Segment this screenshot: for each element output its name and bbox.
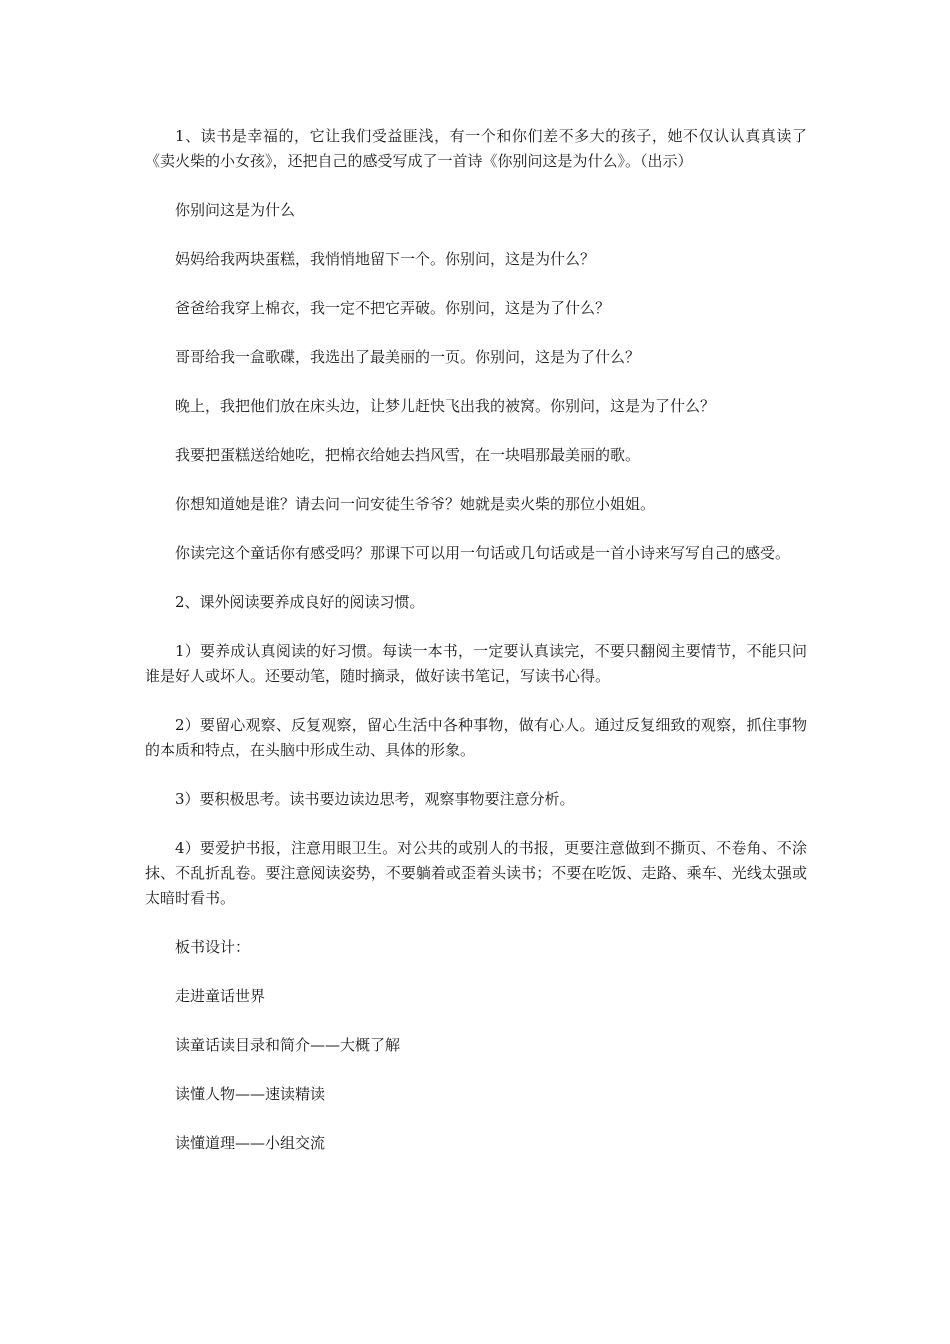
habit-item-1: 1）要养成认真阅读的好习惯。每读一本书，一定要认真读完，不要只翻阅主要情节，不能只问谁是好人或坏人。还要动笔，随时摘录，做好读书笔记，写读书心得。 bbox=[145, 642, 807, 685]
paragraph-feelings: 你读完这个童话你有感受吗？那课下可以用一句话或几句话或是一首小诗来写写自己的感受。 bbox=[175, 544, 791, 562]
board-design-title: 走进童话世界 bbox=[175, 987, 266, 1005]
poem-line-3: 哥哥给我一盒歌碟，我选出了最美丽的一页。你别问，这是为了什么？ bbox=[175, 348, 641, 366]
board-design-line-3: 读懂道理——小组交流 bbox=[175, 1134, 326, 1152]
poem-line-5: 我要把蛋糕送给她吃，把棉衣给她去挡风雪，在一块唱那最美丽的歌。 bbox=[175, 446, 641, 464]
poem-line-1: 妈妈给我两块蛋糕，我悄悄地留下一个。你别问，这是为什么？ bbox=[175, 250, 596, 268]
habit-item-2: 2）要留心观察、反复观察，留心生活中各种事物，做有心人。通过反复细致的观察，抓住事物的本质和特点，在头脑中形成生动、具体的形象。 bbox=[145, 716, 807, 759]
poem-line-2: 爸爸给我穿上棉衣，我一定不把它弄破。你别问，这是为了什么？ bbox=[175, 299, 611, 317]
section-heading-reading-habits: 2、课外阅读要养成良好的阅读习惯。 bbox=[175, 593, 425, 611]
poem-line-4: 晚上，我把他们放在床头边，让梦儿赶快飞出我的被窝。你别问，这是为了什么？ bbox=[175, 397, 716, 415]
board-design-line-2: 读懂人物——速读精读 bbox=[175, 1085, 326, 1103]
paragraph-reading-happiness: 1、读书是幸福的，它让我们受益匪浅，有一个和你们差不多大的孩子，她不仅认认真真读了《卖火柴的小女孩》，还把自己的感受写成了一首诗《你别问这是为什么》。（出示） bbox=[145, 127, 807, 170]
poem-line-6: 你想知道她是谁？请去问一问安徒生爷爷？她就是卖火柴的那位小姐姐。 bbox=[175, 495, 656, 513]
habit-item-3: 3）要积极思考。读书要边读边思考，观察事物要注意分析。 bbox=[175, 790, 575, 808]
document-body bbox=[145, 124, 807, 1180]
habit-item-4: 4）要爱护书报，注意用眼卫生。对公共的或别人的书报，更要注意做到不撕页、不卷角、不涂抹、不乱折乱卷。要注意阅读姿势，不要躺着或歪着头读书；不要在吃饭、走路、乘车、光线太强或太暗时看书。 bbox=[145, 839, 807, 907]
board-design-heading: 板书设计： bbox=[175, 938, 251, 956]
board-design-line-1: 读童话读目录和简介——大概了解 bbox=[175, 1036, 401, 1054]
poem-title: 你别问这是为什么 bbox=[175, 201, 296, 219]
